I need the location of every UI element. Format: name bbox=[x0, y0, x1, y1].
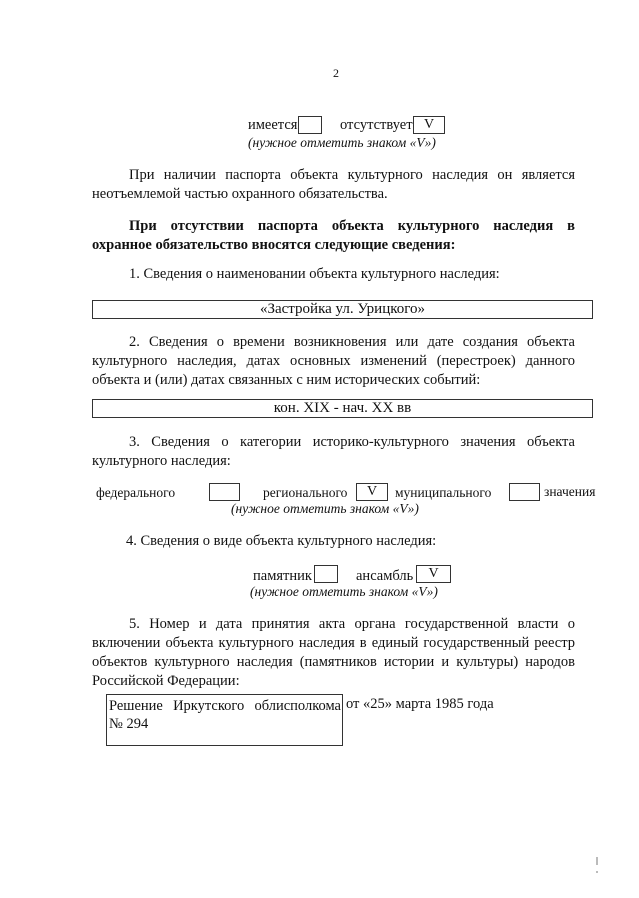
absent-label: отсутствует bbox=[340, 117, 413, 133]
type-hint: (нужное отметить знаком «V») bbox=[250, 584, 438, 599]
section4-title: 4. Сведения о виде объекта культурного наследия: bbox=[126, 533, 437, 549]
section2-value-field[interactable]: кон. XIX - нач. XX вв bbox=[92, 399, 593, 418]
type-ensemble-checkbox[interactable]: V bbox=[416, 565, 451, 583]
type-monument-label: памятник bbox=[253, 568, 312, 584]
absence-heading: При отсутствии паспорта объекта культурного наследия в охранное обязательство вносятся следующие сведения: bbox=[92, 218, 575, 253]
category-regional-checkbox[interactable]: V bbox=[356, 483, 388, 501]
category-municipal-checkbox[interactable] bbox=[509, 483, 540, 501]
page-number: 2 bbox=[333, 66, 339, 80]
category-hint: (нужное отметить знаком «V») bbox=[231, 501, 419, 516]
decision-line2: № 294 bbox=[109, 716, 149, 732]
category-regional-label: регионального bbox=[263, 485, 348, 500]
scan-speck bbox=[596, 857, 598, 865]
category-federal-label: федерального bbox=[96, 485, 176, 500]
present-label: имеется bbox=[248, 117, 298, 133]
category-municipal-label: муниципального bbox=[395, 485, 492, 500]
passport-note: При наличии паспорта объекта культурного наследия он является неотъемлемой частью охранного обязательства. bbox=[92, 167, 575, 202]
scan-speck bbox=[596, 871, 598, 873]
category-federal-checkbox[interactable] bbox=[209, 483, 240, 501]
absent-checkbox[interactable]: V bbox=[413, 116, 445, 134]
decision-date: от «25» марта 1985 года bbox=[346, 696, 494, 712]
decision-box[interactable] bbox=[106, 694, 343, 746]
section2-title: 2. Сведения о времени возникновения или дате создания объекта культурного наследия, датах основных изменений (перестроек) данного объекта и (или) датах связанных с ним исторических событий: bbox=[92, 334, 575, 388]
section1-value-field[interactable]: «Застройка ул. Урицкого» bbox=[92, 300, 593, 319]
present-checkbox[interactable] bbox=[298, 116, 322, 134]
category-suffix: значения bbox=[544, 484, 596, 499]
section5-title: 5. Номер и дата принятия акта органа государственной власти о включении объекта культурного наследия в единый государственный реестр объектов культурного наследия (памятников истории и культуры) народов Российской Федерации: bbox=[92, 616, 575, 689]
section1-title: 1. Сведения о наименовании объекта культурного наследия: bbox=[129, 266, 500, 282]
passport-hint: (нужное отметить знаком «V») bbox=[248, 135, 436, 150]
decision-line1: Решение Иркутского облисполкома bbox=[109, 698, 341, 714]
section3-title: 3. Сведения о категории историко-культурного значения объекта культурного наследия: bbox=[92, 434, 575, 469]
type-ensemble-label: ансамбль bbox=[356, 568, 414, 584]
type-monument-checkbox[interactable] bbox=[314, 565, 338, 583]
